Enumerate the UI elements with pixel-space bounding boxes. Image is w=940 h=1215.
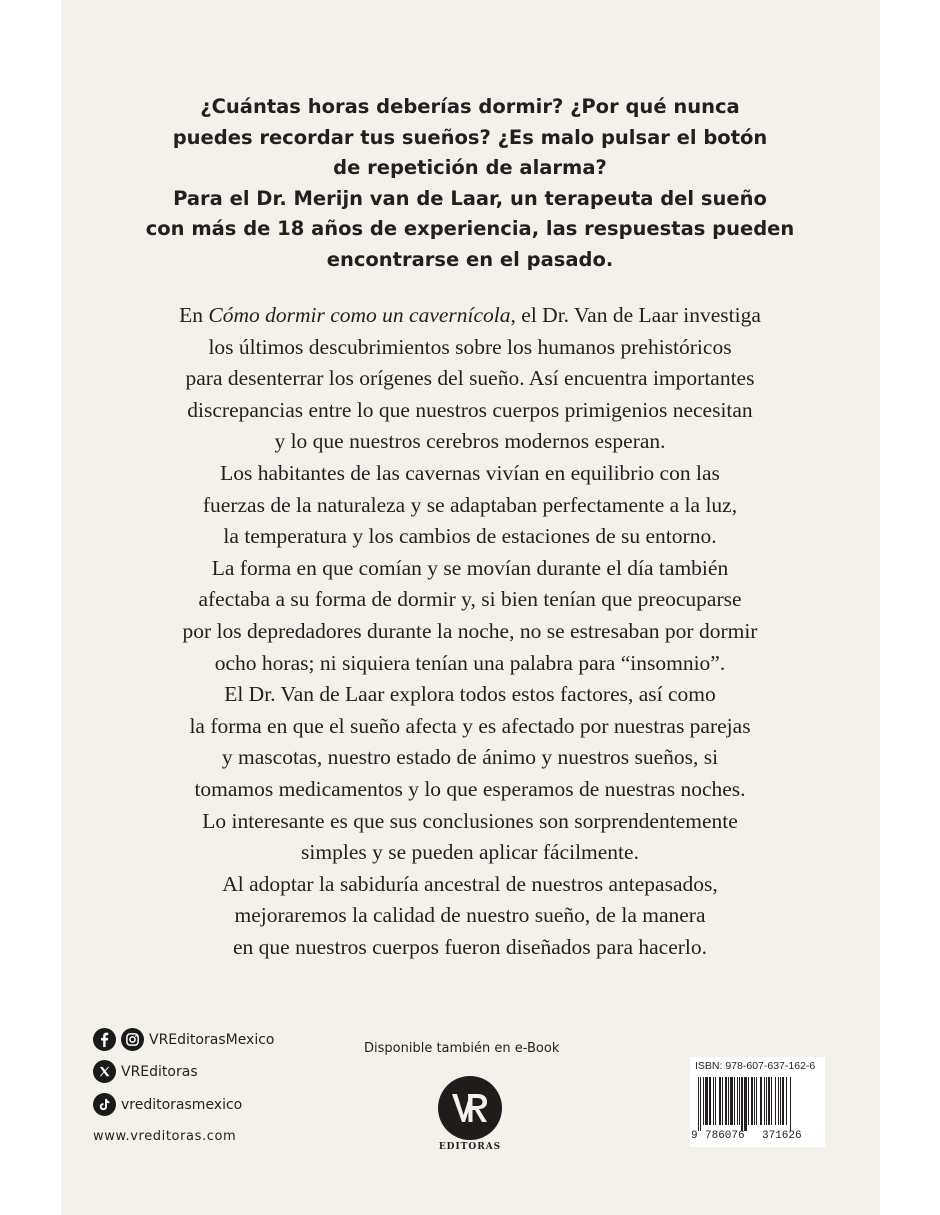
facebook-icon xyxy=(93,1028,116,1051)
barcode-bars xyxy=(698,1077,818,1131)
synopsis-line: la temperatura y los cambios de estaciones de su entorno. xyxy=(223,524,717,549)
website-link[interactable]: www.vreditoras.com xyxy=(93,1129,237,1144)
synopsis-line: Al adoptar la sabiduría ancestral de nuestros antepasados, xyxy=(222,871,718,896)
barcode-bar xyxy=(734,1077,735,1125)
synopsis-line: El Dr. Van de Laar explora todos estos factores, así como xyxy=(224,682,716,707)
synopsis-line: mejoraremos la calidad de nuestro sueño, de la manera xyxy=(234,903,706,928)
barcode-bar xyxy=(780,1077,781,1125)
synopsis-line: afectaba a su forma de dormir y, si bien tenían que preocuparse xyxy=(198,587,742,612)
barcode-bar xyxy=(768,1077,770,1125)
barcode-bar xyxy=(744,1077,747,1131)
blurb-line: puedes recordar tus sueños? ¿Es malo pulsar el botón xyxy=(172,125,768,149)
barcode-bar xyxy=(760,1077,762,1125)
barcode-bar xyxy=(754,1077,755,1125)
barcode-bar xyxy=(782,1077,784,1125)
synopsis-line: la forma en que el sueño afecta y es afectado por nuestras parejas xyxy=(189,713,751,738)
synopsis-line: Los habitantes de las cavernas vivían en equilibrio con las xyxy=(220,460,720,485)
book-title: Cómo dormir como un cavernícola xyxy=(208,303,511,327)
barcode-bar xyxy=(739,1077,740,1125)
synopsis-line: tomamos medicamentos y lo que esperamos de nuestras noches. xyxy=(194,776,746,801)
barcode-bar xyxy=(756,1077,757,1125)
synopsis-line: fuerzas de la naturaleza y se adaptaban perfectamente a la luz, xyxy=(202,492,738,517)
barcode-bar xyxy=(705,1077,708,1125)
barcode-digit-group-1: 786076 xyxy=(705,1130,745,1142)
synopsis-line: por los depredadores durante la noche, no se estresaban por dormir xyxy=(182,618,758,643)
barcode-bar xyxy=(766,1077,767,1125)
barcode-bar xyxy=(698,1077,699,1131)
synopsis-line: y mascotas, nuestro estado de ánimo y nuestros sueños, si xyxy=(221,745,719,770)
synopsis-suffix: , el Dr. Van de Laar investiga xyxy=(510,303,761,327)
barcode-bar xyxy=(703,1077,704,1125)
barcode-bar xyxy=(722,1077,723,1125)
isbn-number: ISBN: 978-607-637-162-6 xyxy=(695,1060,816,1072)
synopsis-line: ocho horas; ni siquiera tenían una palabra para “insomnio”. xyxy=(214,650,726,675)
instagram-icon xyxy=(121,1028,144,1051)
barcode-bar xyxy=(709,1077,711,1125)
logo-mark xyxy=(438,1076,502,1140)
barcode-bar xyxy=(751,1077,753,1125)
x-handle: VREditoras xyxy=(121,1063,198,1080)
barcode-bar xyxy=(748,1077,749,1125)
social-tiktok[interactable] xyxy=(93,1093,242,1116)
synopsis xyxy=(0,300,940,963)
barcode-bar xyxy=(700,1077,701,1131)
barcode-bar xyxy=(737,1077,738,1125)
synopsis-line: y lo que nuestros cerebros modernos esperan. xyxy=(274,429,666,454)
blurb-line: Para el Dr. Merijn van de Laar, un terapeuta del sueño xyxy=(173,186,767,210)
synopsis-line: para desenterrar los orígenes del sueño. Así encuentra importantes xyxy=(185,366,755,391)
barcode-digit-group-2: 371626 xyxy=(762,1130,802,1142)
barcode-bar xyxy=(778,1077,779,1125)
logo-word: EDITORAS xyxy=(438,1142,502,1152)
ebook-availability: Disponible también en e-Book xyxy=(364,1041,560,1056)
synopsis-line: La forma en que comían y se movían durante el día también xyxy=(211,555,729,580)
barcode-bar xyxy=(730,1077,733,1125)
barcode-bar xyxy=(786,1077,787,1125)
synopsis-line: Lo interesante es que sus conclusiones son sorprendentemente xyxy=(202,808,738,833)
barcode-digit-lead: 9 xyxy=(691,1130,698,1142)
barcode-bar xyxy=(715,1077,716,1125)
synopsis-line: discrepancias entre lo que nuestros cuerpos primigenios necesitan xyxy=(187,397,753,422)
synopsis-first-line xyxy=(0,300,940,332)
barcode-bar xyxy=(790,1077,791,1131)
x-icon xyxy=(93,1060,116,1083)
tiktok-handle: vreditorasmexico xyxy=(121,1096,243,1113)
vr-editoras-logo xyxy=(436,1076,504,1152)
barcode-bar xyxy=(728,1077,729,1125)
barcode-bar xyxy=(725,1077,727,1125)
blurb-line: con más de 18 años de experiencia, las respuestas pueden xyxy=(145,217,795,240)
barcode-bar xyxy=(775,1077,776,1125)
isbn-barcode xyxy=(690,1057,825,1147)
blurb-line: ¿Cuántas horas deberías dormir? ¿Por qué nunca xyxy=(200,95,740,118)
synopsis-prefix: En xyxy=(179,303,209,327)
tiktok-icon xyxy=(93,1093,116,1116)
barcode-bar xyxy=(713,1077,714,1125)
synopsis-line: los últimos descubrimientos sobre los humanos prehistóricos xyxy=(208,334,732,359)
barcode-bar xyxy=(719,1077,721,1125)
social-x[interactable] xyxy=(93,1060,198,1083)
blurb-line: encontrarse en el pasado. xyxy=(326,247,614,271)
cover-blurb xyxy=(0,92,940,275)
synopsis-line: simples y se pueden aplicar fácilmente. xyxy=(301,840,639,865)
synopsis-line: en que nuestros cuerpos fueron diseñados para hacerlo. xyxy=(232,934,708,959)
blurb-line: de repetición de alarma? xyxy=(333,156,607,179)
barcode-bar xyxy=(741,1077,743,1131)
facebook-instagram-handle: VREditorasMexico xyxy=(149,1031,275,1048)
social-facebook-instagram[interactable] xyxy=(93,1028,275,1051)
barcode-bar xyxy=(771,1077,772,1125)
barcode-bar xyxy=(764,1077,765,1125)
